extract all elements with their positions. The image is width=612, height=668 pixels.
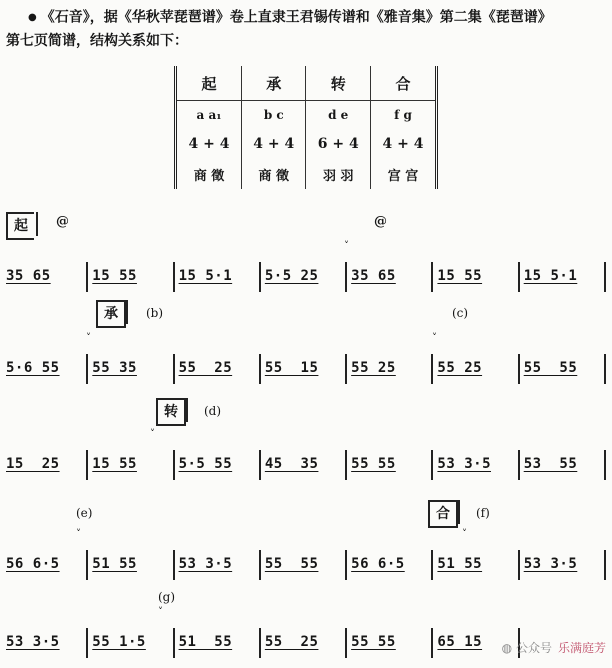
- label-e: (e): [76, 506, 93, 520]
- measure: 15 5·1: [523, 268, 578, 284]
- barline: [604, 450, 606, 480]
- measure: 55 25: [351, 360, 396, 376]
- score-line-1: [4, 268, 608, 302]
- label-b: (b): [146, 306, 164, 320]
- caret-icon: ˅: [158, 607, 163, 618]
- barline: [173, 262, 175, 292]
- box-tick: [186, 398, 188, 422]
- mode: 羽 羽: [306, 159, 370, 189]
- header-zhuan: 转: [306, 66, 370, 101]
- header-qi: 起: [176, 66, 242, 101]
- barline: [259, 262, 261, 292]
- score-line-2: [4, 360, 608, 394]
- barline: [173, 354, 175, 384]
- barline: [173, 550, 175, 580]
- measure: 15 5·1: [178, 268, 233, 284]
- measure: 15 55: [437, 268, 483, 284]
- measure: 53 3·5: [523, 556, 578, 572]
- measure: 5·6 55: [6, 360, 60, 376]
- beat-count: 4 + 4: [242, 129, 306, 159]
- box-tick: [458, 500, 460, 524]
- barline: [431, 550, 433, 580]
- watermark: [502, 639, 606, 656]
- measure: 5·5 25: [264, 268, 319, 284]
- beat-count: 4 + 4: [188, 136, 230, 152]
- header-he: 合: [370, 66, 436, 101]
- watermark-prefix: 公众号: [515, 641, 552, 655]
- barline: [604, 550, 606, 580]
- header-cheng: 承: [242, 66, 306, 101]
- barline: [604, 354, 606, 384]
- measure: 51 55: [92, 556, 137, 572]
- barline: [431, 354, 433, 384]
- section-box-he: 合: [428, 500, 458, 528]
- caret-icon: ˅: [86, 333, 91, 344]
- section-label: d e: [306, 101, 370, 130]
- structure-table: [174, 66, 438, 189]
- section-box-cheng: 承: [96, 300, 126, 328]
- measure: 55 55: [264, 556, 319, 572]
- mode: 商 徵: [242, 159, 306, 189]
- barline: [173, 450, 175, 480]
- measure: 55 25: [437, 360, 483, 376]
- watermark-brand: 乐满庭芳: [557, 641, 606, 655]
- barline: [173, 628, 175, 658]
- score-line-4: [4, 556, 608, 590]
- barline: [345, 262, 347, 292]
- measure: 35 65: [6, 268, 51, 284]
- section-label: f g: [370, 101, 436, 130]
- mark-a: @: [56, 214, 69, 229]
- measure: 56 6·5: [351, 556, 405, 572]
- barline: [259, 354, 261, 384]
- barline: [259, 450, 261, 480]
- barline: [345, 550, 347, 580]
- measure: 53 3·5: [437, 456, 491, 472]
- box-tick: [126, 300, 128, 324]
- barline: [345, 628, 347, 658]
- section-label: b c: [242, 101, 306, 130]
- label-g: (g): [158, 590, 176, 604]
- watermark-icon: ◍: [501, 641, 513, 655]
- barline: [259, 550, 261, 580]
- barline: [518, 450, 520, 480]
- intro-text: [6, 6, 606, 53]
- intro-line-1: 《石音》，据《华秋苹琵琶谱》卷上直隶王君锡传谱和《雅音集》第二集《琵琶谱》: [40, 9, 552, 26]
- barline: [86, 550, 88, 580]
- section-box-qi: 起: [6, 212, 34, 240]
- barline: [604, 262, 606, 292]
- caret-icon: ˅: [462, 529, 467, 540]
- measure: 56 6·5: [6, 556, 60, 572]
- measure: 53 3·5: [6, 634, 60, 650]
- label-f: (f): [476, 506, 490, 520]
- barline: [86, 262, 88, 292]
- barline: [86, 628, 88, 658]
- measure: 55 55: [351, 456, 396, 472]
- measure: 15 25: [6, 456, 60, 472]
- measure: 5·5 55: [178, 456, 233, 472]
- label-d: (d): [204, 404, 222, 418]
- barline: [86, 450, 88, 480]
- section-box-zhuan: 转: [156, 398, 186, 426]
- barline: [259, 628, 261, 658]
- measure: 53 55: [523, 456, 578, 472]
- caret-icon: ˅: [76, 529, 81, 540]
- barline: [518, 354, 520, 384]
- intro-line-2: 第七页简谱，结构关系如下：: [6, 32, 188, 49]
- barline: [431, 262, 433, 292]
- measure: 15 55: [92, 456, 137, 472]
- measure: 51 55: [437, 556, 483, 572]
- measure: 55 55: [523, 360, 578, 376]
- barline: [431, 628, 433, 658]
- barline: [518, 262, 520, 292]
- measure: 55 55: [351, 634, 396, 650]
- score-line-3: [4, 456, 608, 490]
- measure: 65 15: [437, 634, 483, 650]
- measure: 55 25: [264, 634, 319, 650]
- barline: [345, 354, 347, 384]
- mode: 宫 宫: [370, 159, 436, 189]
- measure: 45 35: [264, 456, 319, 472]
- mode: 商 徵: [193, 168, 225, 184]
- measure: 55 15: [264, 360, 319, 376]
- label-c: (c): [452, 306, 469, 320]
- measure: 51 55: [178, 634, 233, 650]
- measure: 55 1·5: [92, 634, 146, 650]
- measure: 55 25: [178, 360, 233, 376]
- barline: [518, 550, 520, 580]
- caret-icon: ˅: [432, 333, 437, 344]
- measure: 55 35: [92, 360, 137, 376]
- mark-a2: @: [374, 214, 387, 229]
- caret-icon: ˅: [150, 429, 155, 440]
- measure: 35 65: [351, 268, 396, 284]
- measure: 15 55: [92, 268, 137, 284]
- bullet-icon: ●: [28, 12, 37, 23]
- barline: [431, 450, 433, 480]
- measure: 53 3·5: [178, 556, 233, 572]
- box-tick: [36, 212, 38, 236]
- caret-icon: ˅: [344, 241, 349, 252]
- beat-count: 4 + 4: [370, 129, 436, 159]
- barline: [86, 354, 88, 384]
- section-label: a a₁: [196, 108, 222, 122]
- barline: [345, 450, 347, 480]
- beat-count: 6 + 4: [306, 129, 370, 159]
